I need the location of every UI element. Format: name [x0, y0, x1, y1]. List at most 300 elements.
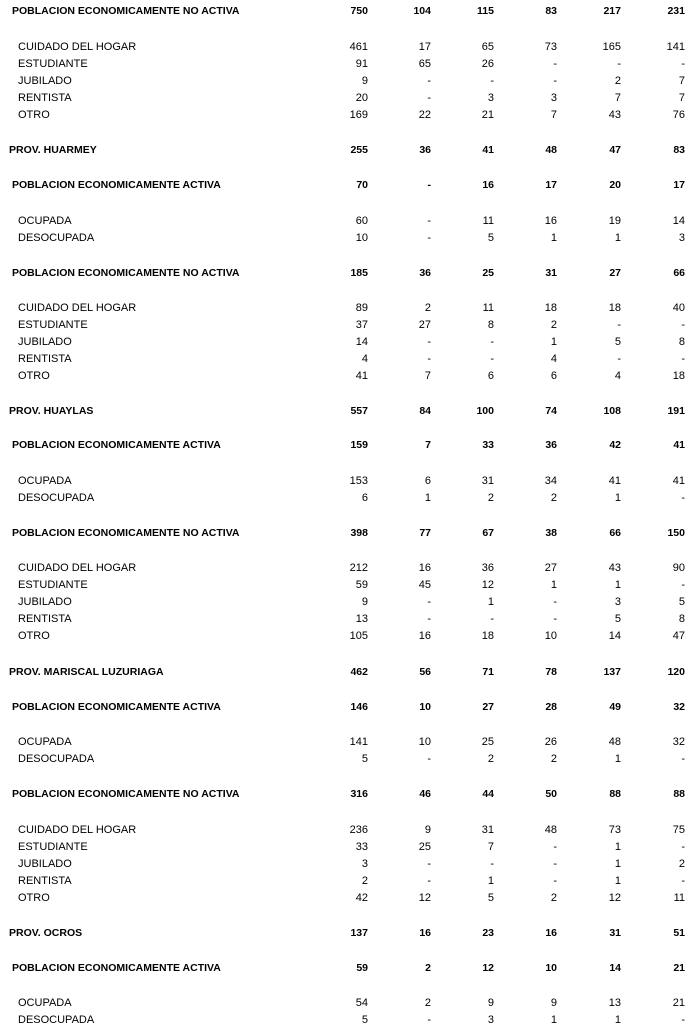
cell-value: - — [617, 58, 621, 70]
cell-value: 1 — [614, 753, 621, 765]
cell-value: 14 — [609, 962, 621, 974]
cell-value: 4 — [550, 353, 557, 365]
cell-value: 77 — [419, 527, 431, 539]
row-label: OTRO — [18, 630, 50, 642]
cell-value: - — [681, 1014, 685, 1026]
cell-value: 28 — [545, 701, 557, 713]
cell-value: 231 — [667, 5, 685, 17]
cell-value: 88 — [609, 788, 621, 800]
cell-value: 34 — [544, 475, 557, 487]
table-row — [0, 74, 689, 88]
row-label: PROV. HUARMEY — [9, 144, 97, 156]
cell-value: 13 — [608, 997, 621, 1009]
cell-value: - — [427, 92, 431, 104]
cell-value: 33 — [482, 439, 494, 451]
cell-value: 21 — [481, 109, 494, 121]
row-label: JUBILADO — [18, 75, 72, 87]
cell-value: 108 — [603, 405, 621, 417]
cell-value: 10 — [419, 701, 431, 713]
cell-value: - — [427, 596, 431, 608]
cell-value: 10 — [418, 736, 431, 748]
cell-value: 31 — [481, 475, 494, 487]
cell-value: - — [490, 336, 494, 348]
cell-value: 7 — [550, 109, 557, 121]
cell-value: 1 — [487, 875, 494, 887]
table-row — [0, 612, 689, 626]
cell-value: 41 — [355, 370, 368, 382]
table-row — [0, 595, 689, 609]
row-label: DESOCUPADA — [18, 1014, 95, 1026]
cell-value: 47 — [609, 144, 621, 156]
cell-value: 462 — [350, 666, 368, 678]
cell-value: 27 — [418, 319, 431, 331]
cell-value: 18 — [608, 302, 621, 314]
cell-value: 146 — [350, 701, 368, 713]
cell-value: 25 — [418, 841, 431, 853]
row-label: PROV. MARISCAL LUZURIAGA — [9, 666, 164, 678]
table-row — [0, 108, 689, 122]
cell-value: 20 — [355, 92, 368, 104]
cell-value: 49 — [609, 701, 621, 713]
row-label: RENTISTA — [18, 353, 72, 365]
cell-value: - — [427, 215, 431, 227]
row-label: PROV. HUAYLAS — [9, 405, 94, 417]
cell-value: - — [553, 75, 557, 87]
cell-value: 48 — [608, 736, 621, 748]
cell-value: - — [553, 596, 557, 608]
cell-value: 21 — [673, 962, 685, 974]
cell-value: 44 — [482, 788, 494, 800]
group-row — [0, 700, 689, 714]
row-label: ESTUDIANTE — [18, 841, 88, 853]
table-row — [0, 996, 689, 1010]
province-row — [0, 926, 689, 940]
cell-value: 56 — [419, 666, 431, 678]
cell-value: 48 — [545, 144, 557, 156]
cell-value: - — [490, 75, 494, 87]
cell-value: - — [681, 319, 685, 331]
cell-value: 7 — [424, 370, 431, 382]
cell-value: 9 — [424, 824, 431, 836]
cell-value: - — [681, 58, 685, 70]
cell-value: 45 — [418, 579, 431, 591]
group-row — [0, 787, 689, 801]
cell-value: 32 — [672, 736, 685, 748]
row-label: POBLACION ECONOMICAMENTE ACTIVA — [12, 701, 221, 713]
cell-value: 42 — [355, 892, 368, 904]
row-label: DESOCUPADA — [18, 232, 95, 244]
cell-value: - — [681, 353, 685, 365]
cell-value: 43 — [608, 562, 621, 574]
cell-value: 1 — [614, 841, 621, 853]
cell-value: 54 — [355, 997, 368, 1009]
cell-value: 46 — [419, 788, 431, 800]
cell-value: 8 — [678, 613, 685, 625]
group-row — [0, 438, 689, 452]
cell-value: 10 — [355, 232, 368, 244]
cell-value: 3 — [487, 92, 494, 104]
cell-value: 141 — [666, 41, 685, 53]
cell-value: 2 — [550, 892, 557, 904]
table-row — [0, 91, 689, 105]
cell-value: 9 — [487, 997, 494, 1009]
cell-value: 14 — [355, 336, 368, 348]
province-row — [0, 665, 689, 679]
cell-value: 191 — [667, 405, 685, 417]
province-row — [0, 143, 689, 157]
cell-value: 1 — [614, 232, 621, 244]
cell-value: 9 — [361, 75, 368, 87]
row-label: POBLACION ECONOMICAMENTE ACTIVA — [12, 962, 221, 974]
cell-value: 5 — [361, 1014, 368, 1026]
cell-value: 141 — [349, 736, 368, 748]
cell-value: 5 — [614, 336, 621, 348]
cell-value: 12 — [608, 892, 621, 904]
row-label: POBLACION ECONOMICAMENTE NO ACTIVA — [12, 5, 240, 17]
cell-value: - — [427, 753, 431, 765]
cell-value: 1 — [550, 336, 557, 348]
cell-value: 25 — [482, 267, 494, 279]
cell-value: 17 — [418, 41, 431, 53]
cell-value: 40 — [672, 302, 685, 314]
cell-value: 2 — [678, 858, 685, 870]
cell-value: 41 — [673, 439, 685, 451]
cell-value: 16 — [545, 927, 557, 939]
row-label: CUIDADO DEL HOGAR — [18, 302, 137, 314]
cell-value: 2 — [614, 75, 621, 87]
cell-value: 71 — [482, 666, 494, 678]
cell-value: - — [553, 858, 557, 870]
cell-value: - — [490, 858, 494, 870]
cell-value: - — [681, 492, 685, 504]
row-label: ESTUDIANTE — [18, 319, 88, 331]
row-label: OTRO — [18, 109, 50, 121]
cell-value: 1 — [614, 858, 621, 870]
cell-value: 6 — [361, 492, 368, 504]
row-label: JUBILADO — [18, 858, 72, 870]
cell-value: 217 — [603, 5, 621, 17]
cell-value: 33 — [355, 841, 368, 853]
cell-value: - — [490, 613, 494, 625]
cell-value: 120 — [667, 666, 685, 678]
cell-value: - — [617, 353, 621, 365]
cell-value: 8 — [487, 319, 494, 331]
cell-value: - — [553, 841, 557, 853]
row-label: RENTISTA — [18, 92, 72, 104]
table-row — [0, 752, 689, 766]
cell-value: 12 — [481, 579, 494, 591]
cell-value: 73 — [544, 41, 557, 53]
cell-value: 461 — [349, 41, 368, 53]
cell-value: 557 — [350, 405, 368, 417]
cell-value: 3 — [678, 232, 685, 244]
cell-value: 1 — [614, 1014, 621, 1026]
group-row — [0, 961, 689, 975]
row-label: RENTISTA — [18, 875, 72, 887]
cell-value: 31 — [545, 267, 557, 279]
cell-value: 27 — [544, 562, 557, 574]
cell-value: 5 — [487, 892, 494, 904]
cell-value: 21 — [672, 997, 685, 1009]
cell-value: 59 — [356, 962, 368, 974]
cell-value: 100 — [476, 405, 494, 417]
cell-value: 74 — [545, 405, 557, 417]
cell-value: 1 — [487, 596, 494, 608]
cell-value: 10 — [545, 962, 557, 974]
cell-value: 104 — [413, 5, 431, 17]
cell-value: - — [427, 353, 431, 365]
cell-value: 153 — [349, 475, 368, 487]
cell-value: - — [617, 319, 621, 331]
cell-value: 6 — [550, 370, 557, 382]
cell-value: 12 — [418, 892, 431, 904]
cell-value: 2 — [424, 302, 431, 314]
cell-value: 2 — [487, 492, 494, 504]
table-row — [0, 301, 689, 315]
row-label: JUBILADO — [18, 596, 72, 608]
row-label: OCUPADA — [18, 215, 72, 227]
cell-value: 84 — [419, 405, 431, 417]
cell-value: 76 — [672, 109, 685, 121]
cell-value: - — [427, 875, 431, 887]
cell-value: - — [427, 858, 431, 870]
cell-value: 1 — [550, 1014, 557, 1026]
cell-value: - — [427, 75, 431, 87]
row-label: CUIDADO DEL HOGAR — [18, 41, 137, 53]
cell-value: 11 — [673, 892, 685, 904]
table-row — [0, 1013, 689, 1027]
row-label: ESTUDIANTE — [18, 58, 88, 70]
cell-value: 4 — [614, 370, 621, 382]
cell-value: - — [681, 841, 685, 853]
cell-value: 5 — [361, 753, 368, 765]
cell-value: - — [427, 336, 431, 348]
cell-value: 115 — [477, 5, 494, 17]
cell-value: - — [427, 179, 431, 191]
cell-value: 6 — [424, 475, 431, 487]
cell-value: 48 — [544, 824, 557, 836]
cell-value: 65 — [418, 58, 431, 70]
cell-value: 78 — [545, 666, 557, 678]
cell-value: 18 — [672, 370, 685, 382]
cell-value: 750 — [350, 5, 368, 17]
cell-value: 32 — [673, 701, 685, 713]
cell-value: 27 — [609, 267, 621, 279]
cell-value: 36 — [481, 562, 494, 574]
cell-value: 9 — [361, 596, 368, 608]
cell-value: 88 — [673, 788, 685, 800]
cell-value: 11 — [482, 215, 494, 227]
cell-value: 398 — [350, 527, 368, 539]
cell-value: 150 — [667, 527, 685, 539]
table-row — [0, 578, 689, 592]
row-label: OCUPADA — [18, 997, 72, 1009]
province-row — [0, 404, 689, 418]
cell-value: 16 — [418, 562, 431, 574]
cell-value: 36 — [545, 439, 557, 451]
group-row — [0, 266, 689, 280]
cell-value: 90 — [672, 562, 685, 574]
cell-value: 26 — [544, 736, 557, 748]
cell-value: 12 — [482, 962, 494, 974]
cell-value: 16 — [482, 179, 494, 191]
cell-value: 17 — [673, 179, 685, 191]
cell-value: 31 — [481, 824, 494, 836]
cell-value: - — [553, 58, 557, 70]
table-row — [0, 840, 689, 854]
table-row — [0, 561, 689, 575]
row-label: POBLACION ECONOMICAMENTE ACTIVA — [12, 179, 221, 191]
table-row — [0, 369, 689, 383]
table-row — [0, 335, 689, 349]
row-label: JUBILADO — [18, 336, 72, 348]
table-row — [0, 474, 689, 488]
table-row — [0, 874, 689, 888]
cell-value: 41 — [482, 144, 494, 156]
group-row — [0, 4, 689, 18]
cell-value: 19 — [608, 215, 621, 227]
cell-value: 43 — [608, 109, 621, 121]
cell-value: 2 — [361, 875, 368, 887]
row-label: CUIDADO DEL HOGAR — [18, 824, 137, 836]
row-label: POBLACION ECONOMICAMENTE NO ACTIVA — [12, 527, 240, 539]
cell-value: 16 — [419, 927, 431, 939]
cell-value: 137 — [350, 927, 368, 939]
cell-value: - — [427, 613, 431, 625]
row-label: RENTISTA — [18, 613, 72, 625]
cell-value: 8 — [678, 336, 685, 348]
table-row — [0, 214, 689, 228]
row-label: CUIDADO DEL HOGAR — [18, 562, 137, 574]
row-label: POBLACION ECONOMICAMENTE NO ACTIVA — [12, 788, 240, 800]
cell-value: 59 — [355, 579, 368, 591]
cell-value: 3 — [487, 1014, 494, 1026]
cell-value: 75 — [672, 824, 685, 836]
table-row — [0, 629, 689, 643]
table-row — [0, 857, 689, 871]
table-row — [0, 40, 689, 54]
cell-value: - — [427, 232, 431, 244]
table-row — [0, 352, 689, 366]
table-row — [0, 491, 689, 505]
cell-value: 18 — [544, 302, 557, 314]
cell-value: 5 — [614, 613, 621, 625]
row-label: OCUPADA — [18, 736, 72, 748]
cell-value: 51 — [673, 927, 685, 939]
cell-value: 66 — [673, 267, 685, 279]
cell-value: 7 — [487, 841, 494, 853]
cell-value: - — [553, 875, 557, 887]
table-row — [0, 318, 689, 332]
cell-value: 31 — [609, 927, 621, 939]
row-label: DESOCUPADA — [18, 753, 95, 765]
table-row — [0, 823, 689, 837]
cell-value: 2 — [550, 753, 557, 765]
cell-value: 236 — [349, 824, 368, 836]
cell-value: 3 — [361, 858, 368, 870]
cell-value: 16 — [544, 215, 557, 227]
cell-value: 73 — [608, 824, 621, 836]
cell-value: 9 — [550, 997, 557, 1009]
cell-value: 27 — [482, 701, 494, 713]
cell-value: 5 — [487, 232, 494, 244]
cell-value: 1 — [614, 579, 621, 591]
row-label: OTRO — [18, 892, 50, 904]
cell-value: 22 — [418, 109, 431, 121]
cell-value: 255 — [350, 144, 368, 156]
cell-value: 1 — [550, 232, 557, 244]
cell-value: 67 — [482, 527, 494, 539]
cell-value: 60 — [355, 215, 368, 227]
cell-value: 159 — [350, 439, 368, 451]
row-label: DESOCUPADA — [18, 492, 95, 504]
cell-value: 7 — [425, 439, 431, 451]
cell-value: 14 — [608, 630, 621, 642]
table-row — [0, 57, 689, 71]
cell-value: 36 — [419, 267, 431, 279]
cell-value: 20 — [609, 179, 621, 191]
cell-value: 10 — [544, 630, 557, 642]
cell-value: 70 — [356, 179, 368, 191]
table-row — [0, 231, 689, 245]
cell-value: 4 — [361, 353, 368, 365]
cell-value: 23 — [482, 927, 494, 939]
cell-value: 5 — [678, 596, 685, 608]
table-row — [0, 891, 689, 905]
group-row — [0, 526, 689, 540]
cell-value: 1 — [614, 875, 621, 887]
cell-value: 1 — [550, 579, 557, 591]
cell-value: - — [681, 753, 685, 765]
cell-value: 185 — [350, 267, 368, 279]
row-label: OTRO — [18, 370, 50, 382]
cell-value: 18 — [481, 630, 494, 642]
cell-value: 17 — [545, 179, 557, 191]
cell-value: - — [490, 353, 494, 365]
cell-value: 41 — [672, 475, 685, 487]
cell-value: 83 — [545, 5, 557, 17]
cell-value: 38 — [545, 527, 557, 539]
cell-value: 2 — [487, 753, 494, 765]
cell-value: 13 — [355, 613, 368, 625]
cell-value: 41 — [608, 475, 621, 487]
cell-value: - — [681, 579, 685, 591]
cell-value: 7 — [678, 92, 685, 104]
cell-value: 165 — [602, 41, 621, 53]
cell-value: 105 — [349, 630, 368, 642]
cell-value: 91 — [355, 58, 368, 70]
cell-value: - — [553, 613, 557, 625]
cell-value: 1 — [424, 492, 431, 504]
cell-value: - — [427, 1014, 431, 1026]
cell-value: 7 — [678, 75, 685, 87]
group-row — [0, 178, 689, 192]
table-row — [0, 735, 689, 749]
cell-value: 169 — [349, 109, 368, 121]
cell-value: 65 — [481, 41, 494, 53]
cell-value: 212 — [349, 562, 368, 574]
cell-value: 2 — [424, 997, 431, 1009]
cell-value: 47 — [672, 630, 685, 642]
row-label: OCUPADA — [18, 475, 72, 487]
cell-value: 89 — [355, 302, 368, 314]
cell-value: 1 — [614, 492, 621, 504]
row-label: POBLACION ECONOMICAMENTE ACTIVA — [12, 439, 221, 451]
cell-value: 3 — [614, 596, 621, 608]
cell-value: 2 — [425, 962, 431, 974]
cell-value: 66 — [609, 527, 621, 539]
cell-value: 37 — [355, 319, 368, 331]
